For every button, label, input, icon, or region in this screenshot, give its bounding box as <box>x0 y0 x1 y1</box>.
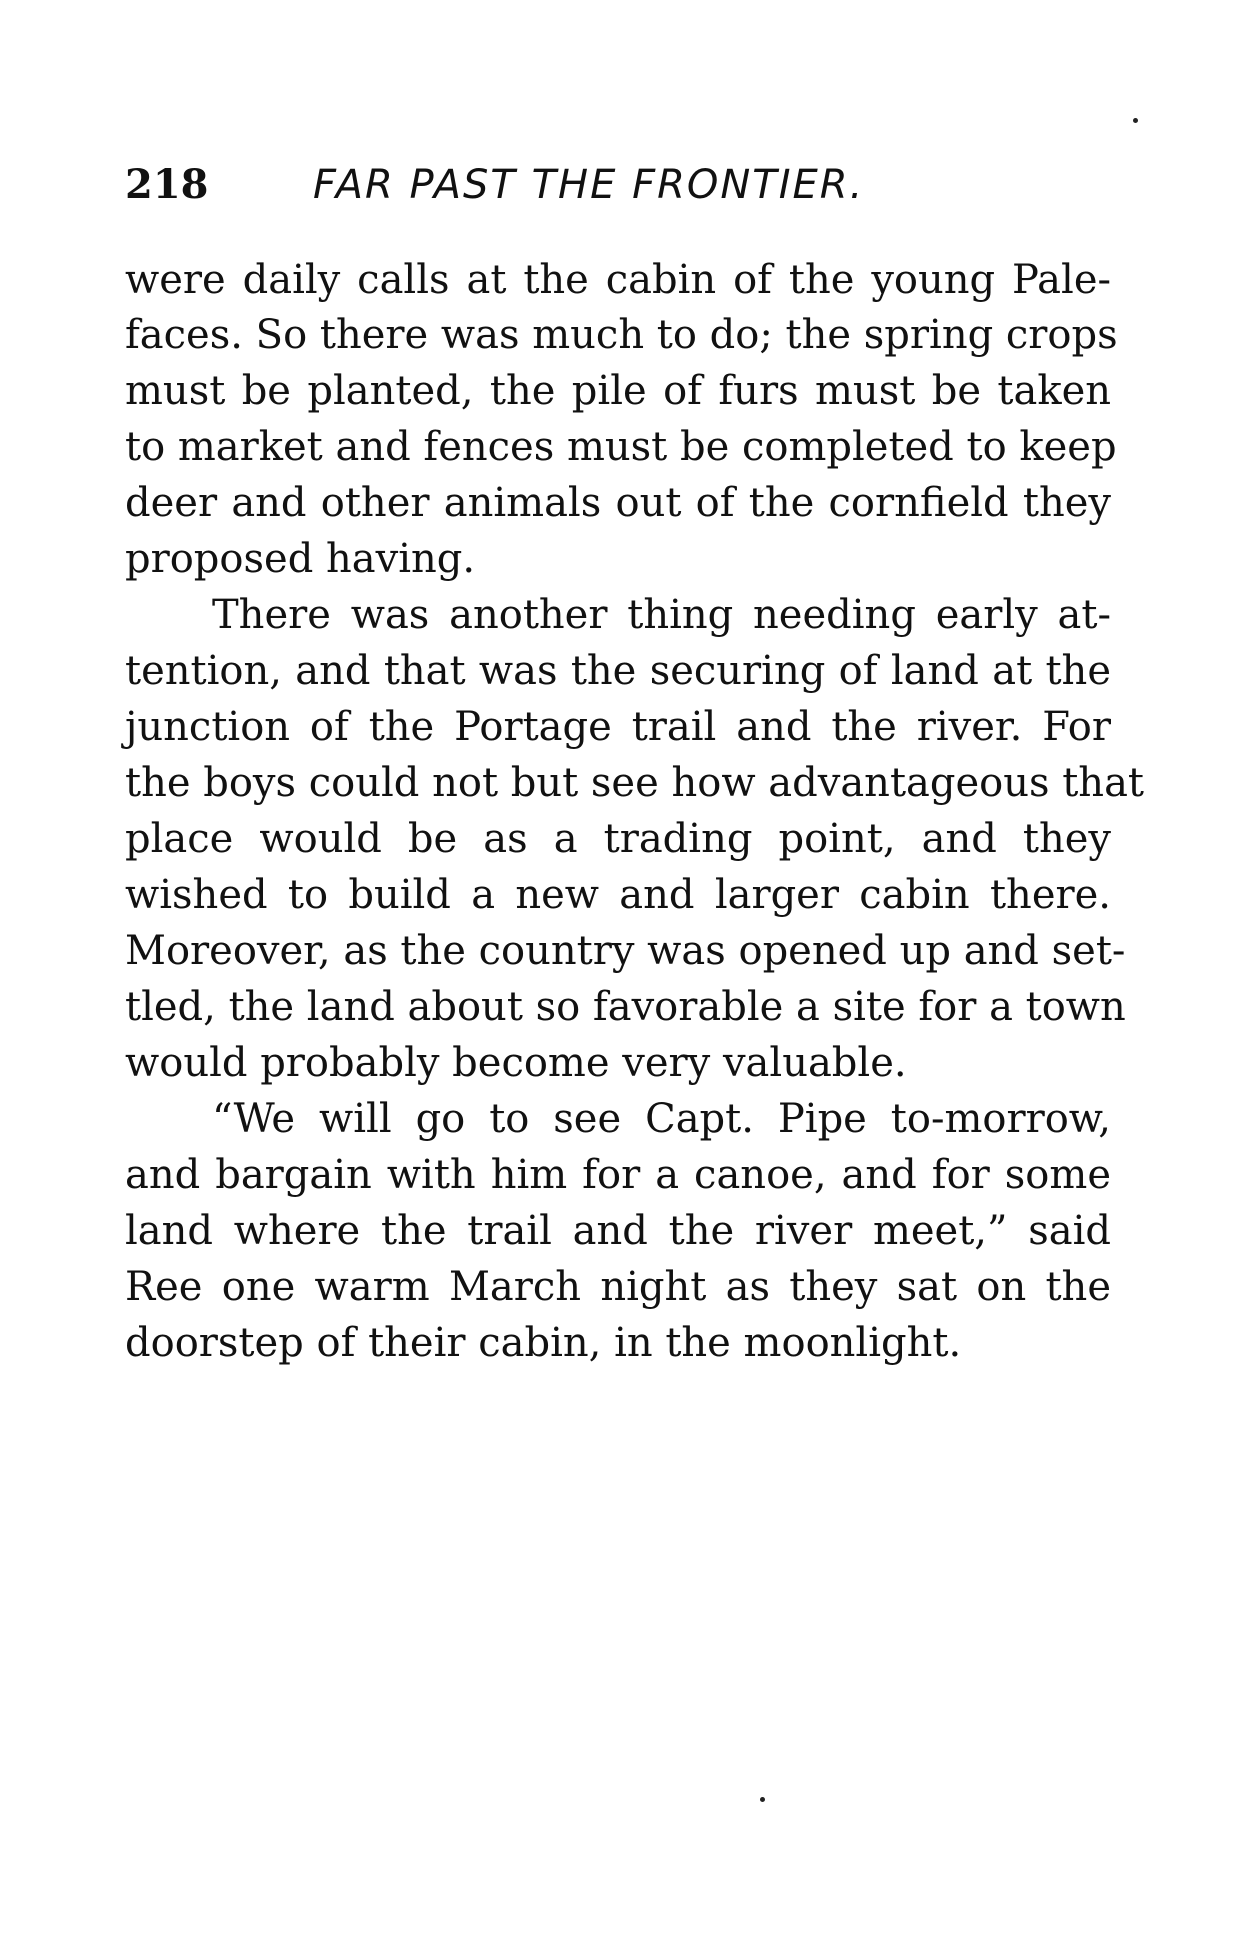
text-line: must be planted, the pile of furs must be taken <box>125 368 1111 414</box>
text-line: land where the trail and the river meet,” said <box>125 1208 1111 1254</box>
text-line: the boys could not but see how advantageous that <box>125 760 1144 806</box>
text-line: doorstep of their cabin, in the moonlight. <box>125 1320 962 1366</box>
text-line: and bargain with him for a canoe, and for some <box>125 1152 1111 1198</box>
text-line: place would be as a trading point, and they <box>125 816 1111 862</box>
text-line: tention, and that was the securing of land at the <box>125 648 1111 694</box>
text-line: to market and fences must be completed to keep <box>125 424 1117 470</box>
text-line: would probably become very valuable. <box>125 1040 907 1086</box>
page-number: 218 <box>125 161 209 208</box>
ink-speck <box>1133 118 1138 123</box>
running-title: FAR PAST THE FRONTIER. <box>313 162 865 208</box>
text-line: “We will go to see Capt. Pipe to-morrow, <box>212 1096 1111 1142</box>
text-line: tled, the land about so favorable a site for a town <box>125 984 1126 1030</box>
text-line: Moreover, as the country was opened up and set- <box>125 928 1126 974</box>
text-line: faces. So there was much to do; the spring crops <box>125 312 1118 358</box>
ink-speck <box>760 1797 765 1802</box>
text-line: There was another thing needing early at- <box>212 592 1111 638</box>
text-line: Ree one warm March night as they sat on the <box>125 1264 1111 1310</box>
text-line: deer and other animals out of the cornfield they <box>125 480 1111 526</box>
text-line: were daily calls at the cabin of the young Pale- <box>125 257 1111 303</box>
text-line: proposed having. <box>125 536 476 582</box>
text-line: junction of the Portage trail and the river. For <box>125 704 1111 750</box>
text-line: wished to build a new and larger cabin there. <box>125 872 1111 918</box>
running-head <box>125 160 1125 210</box>
